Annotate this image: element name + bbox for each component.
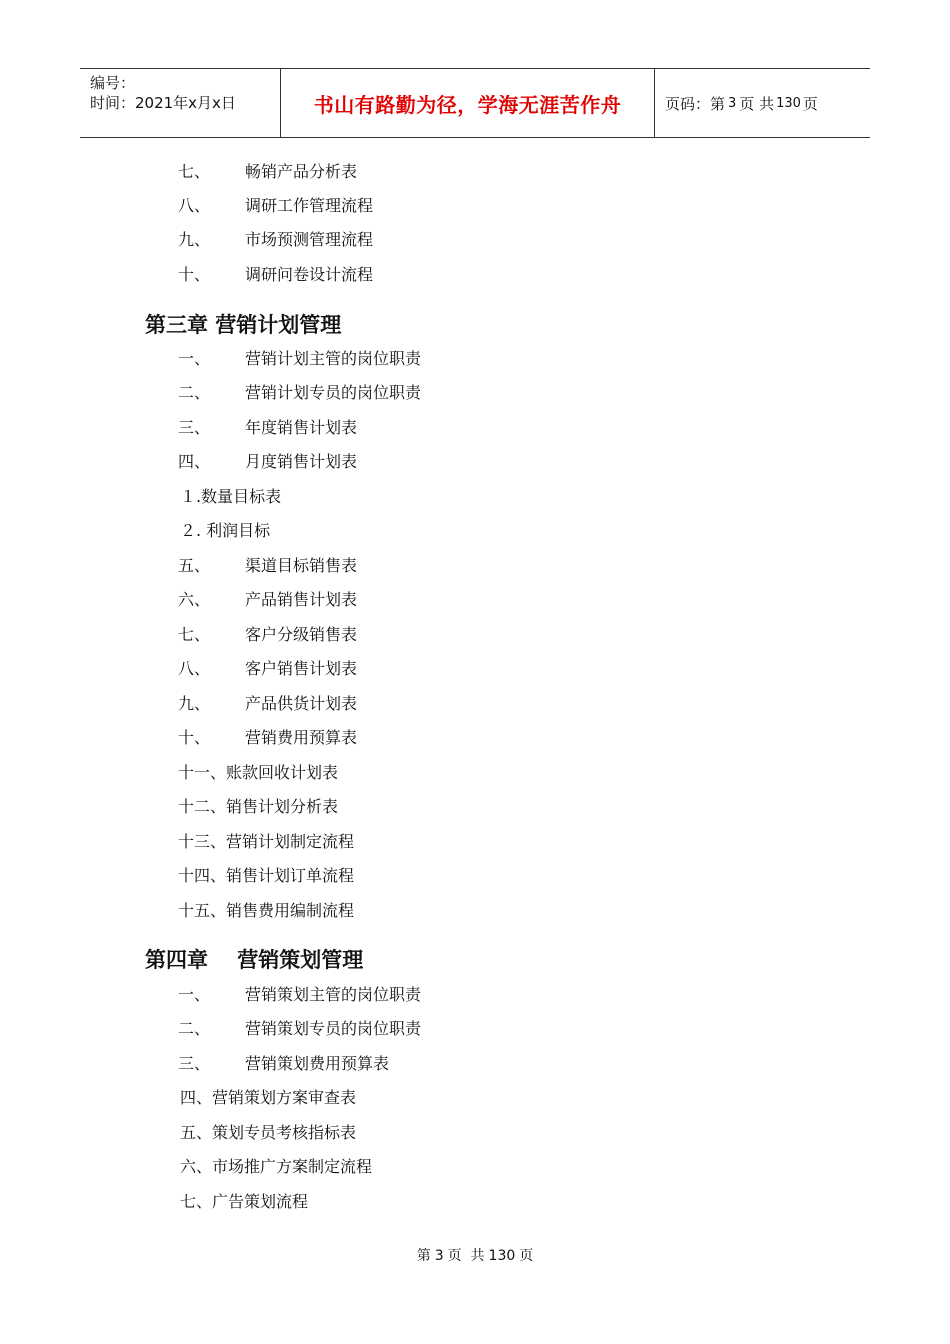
toc-item-text: 产品供货计划表 xyxy=(245,694,358,713)
toc-item-index: 六、 xyxy=(178,590,211,609)
toc-item-index: 一、 xyxy=(178,349,211,368)
footer-mid: 页 共 xyxy=(447,1248,485,1264)
toc-item: 十二、销售计划分析表 xyxy=(178,797,339,816)
toc-item-text: 渠道目标销售表 xyxy=(245,556,358,575)
page-prefix: 页码：第 xyxy=(665,94,726,113)
toc-item-index: 四、 xyxy=(178,452,211,471)
toc-item-index: 九、 xyxy=(178,694,211,713)
toc-item: 十五、销售费用编制流程 xyxy=(178,901,355,920)
toc-item-index: 五、 xyxy=(178,556,211,575)
footer-page: 3 xyxy=(434,1248,444,1264)
header-meta xyxy=(80,69,281,137)
footer-total: 130 xyxy=(488,1248,516,1264)
toc-item-index: 二、 xyxy=(178,1019,211,1038)
toc-item-index: 七、 xyxy=(178,625,211,644)
footer-suffix: 页 xyxy=(519,1248,534,1264)
footer-prefix: 第 xyxy=(416,1248,431,1264)
toc-item-text: 产品销售计划表 xyxy=(245,590,358,609)
page-total: 130 xyxy=(776,95,801,111)
page-suffix: 页 xyxy=(802,94,818,113)
date-label: 时间：2021年x月x日 xyxy=(90,94,236,112)
toc-item-index: 二、 xyxy=(178,383,211,402)
toc-item-text: 调研工作管理流程 xyxy=(245,196,374,215)
toc-item-text: 年度销售计划表 xyxy=(245,418,358,437)
page-footer xyxy=(0,1245,950,1265)
toc-item: 五、策划专员考核指标表 xyxy=(180,1123,357,1142)
toc-item: 十四、销售计划订单流程 xyxy=(178,866,355,885)
toc-item-text: 营销费用预算表 xyxy=(245,728,358,747)
toc-item-index: 三、 xyxy=(178,418,211,437)
toc-item-index: 一、 xyxy=(178,985,211,1004)
header-motto: 书山有路勤为径，学海无涯苦作舟 xyxy=(281,69,655,137)
toc-item-text: 营销策划专员的岗位职责 xyxy=(245,1019,422,1038)
header-page-info xyxy=(655,69,870,137)
chapter-4-title: 第四章 营销策划管理 xyxy=(145,948,364,972)
toc-item: 六、市场推广方案制定流程 xyxy=(180,1157,373,1176)
toc-item-text: 畅销产品分析表 xyxy=(245,162,358,181)
toc-subitem: １.数量目标表 xyxy=(180,487,282,506)
toc-item-index: 八、 xyxy=(178,196,211,215)
toc-item-text: 营销策划费用预算表 xyxy=(245,1054,390,1073)
toc-item-text: 营销策划主管的岗位职责 xyxy=(245,985,422,1004)
toc-item-text: 客户分级销售表 xyxy=(245,625,358,644)
toc-item-text: 客户销售计划表 xyxy=(245,659,358,678)
number-label: 编号： xyxy=(90,74,136,92)
toc-item-text: 市场预测管理流程 xyxy=(245,230,374,249)
toc-item-index: 九、 xyxy=(178,230,211,249)
page-mid: 页 共 xyxy=(739,94,775,113)
toc-item: 十三、营销计划制定流程 xyxy=(178,832,355,851)
toc-item-text: 月度销售计划表 xyxy=(245,452,358,471)
toc-item-index: 十、 xyxy=(178,728,211,747)
toc-item: 七、广告策划流程 xyxy=(180,1192,309,1211)
toc-item-text: 调研问卷设计流程 xyxy=(245,265,374,284)
toc-item-index: 十、 xyxy=(178,265,211,284)
toc-item-text: 营销计划专员的岗位职责 xyxy=(245,383,422,402)
toc-item: 四、营销策划方案审查表 xyxy=(180,1088,357,1107)
toc-item-index: 八、 xyxy=(178,659,211,678)
toc-item-text: 营销计划主管的岗位职责 xyxy=(245,349,422,368)
page-number: 3 xyxy=(728,95,737,111)
chapter-3-title: 第三章 营销计划管理 xyxy=(145,313,342,337)
toc-item: 十一、账款回收计划表 xyxy=(178,763,339,782)
toc-item-index: 七、 xyxy=(178,162,211,181)
toc-subitem: ２. 利润目标 xyxy=(180,521,271,540)
page-header xyxy=(80,68,870,138)
toc-item-index: 三、 xyxy=(178,1054,211,1073)
